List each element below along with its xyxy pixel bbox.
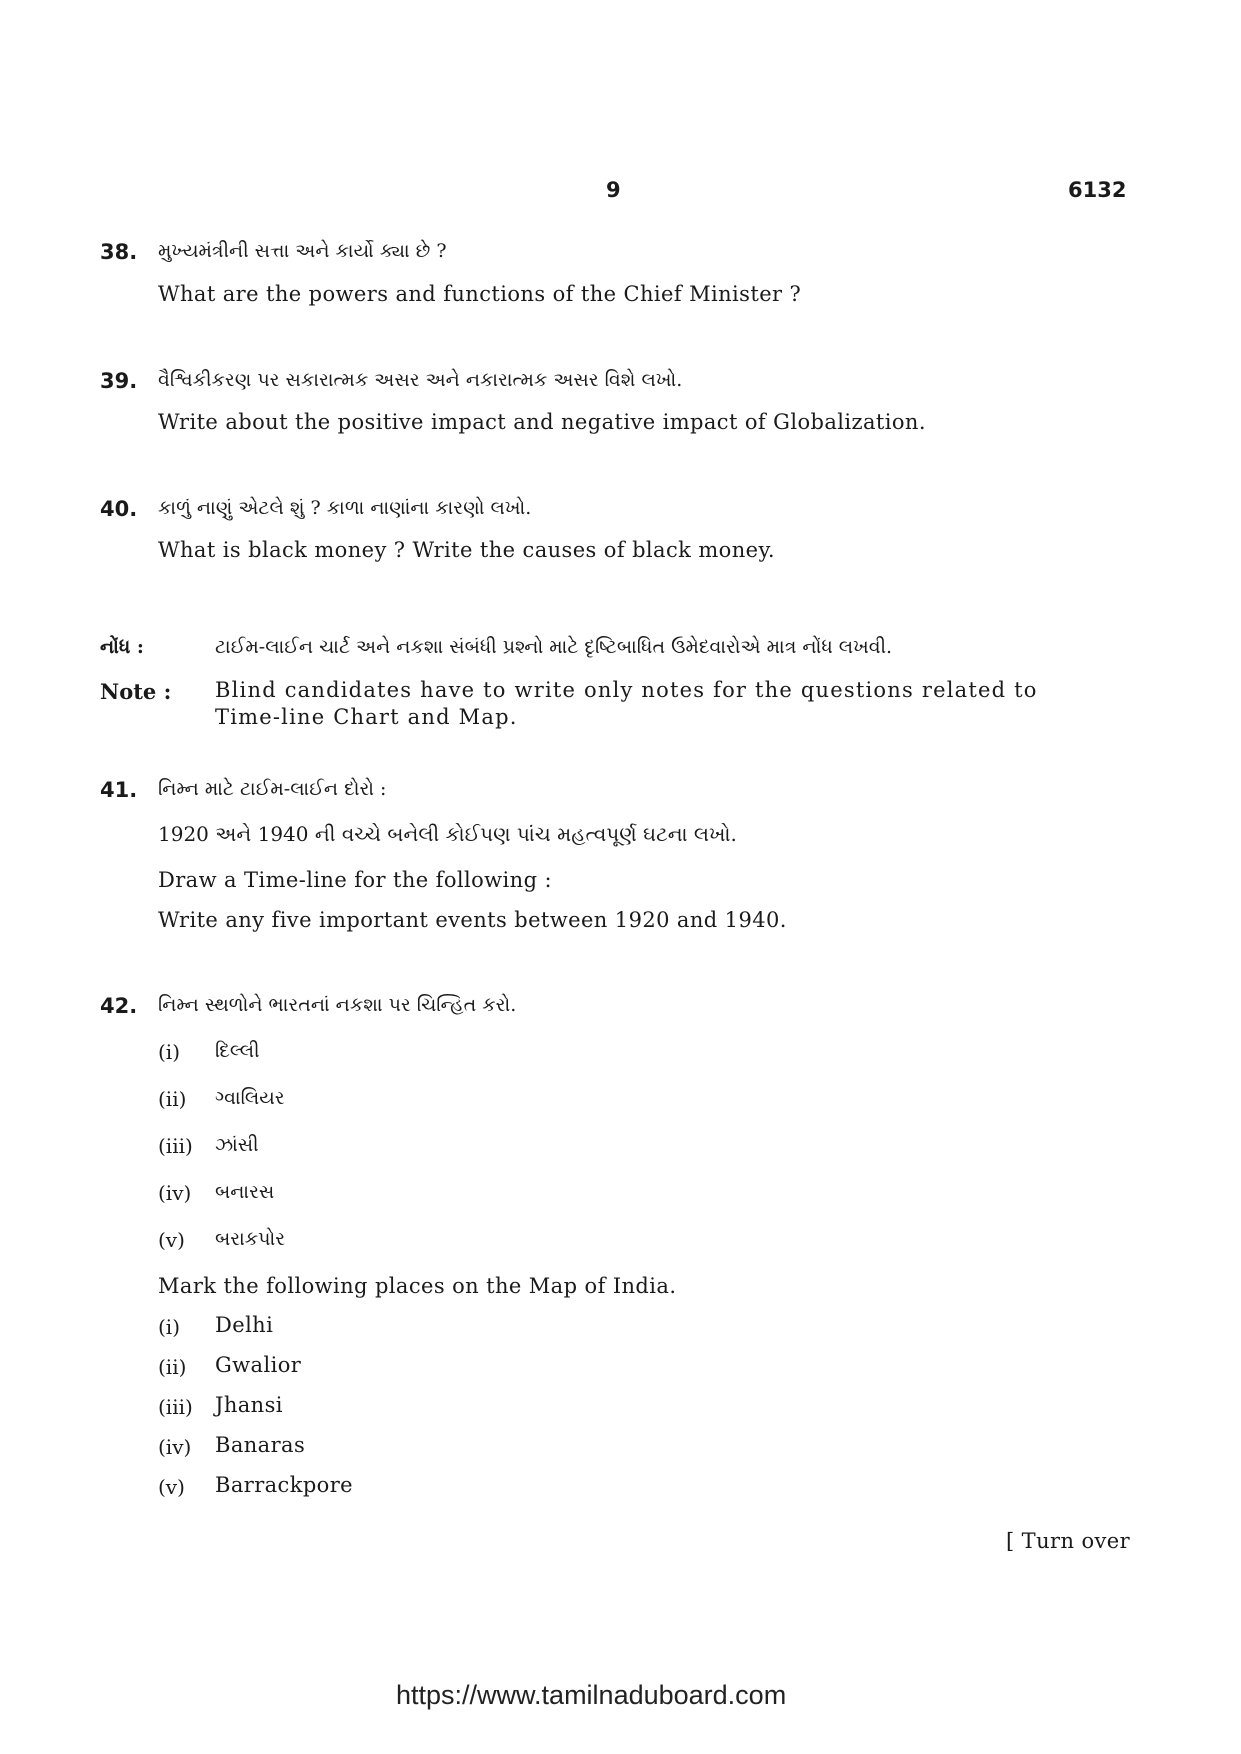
question-42-english-intro: Mark the following places on the Map of India. [158, 1274, 677, 1298]
list-item-gujarati-place: બનારસ [215, 1181, 275, 1203]
question-41-english-line2: Write any five important events between 1920 and 1940. [158, 908, 787, 932]
list-item-english-place: Banaras [215, 1433, 306, 1457]
note-text-english: Blind candidates have to write only notes for the questions related to Time-line Chart and Map. [215, 678, 1038, 729]
list-item-number: (iv) [158, 1435, 192, 1459]
question-42-gujarati-intro: નિમ્ન સ્થળોને ભારતનાં નકશા પર ચિન્હિત કરો. [158, 994, 517, 1016]
question-number-41: 41. [100, 778, 138, 802]
list-item-gujarati-place: ઝાંસી [215, 1134, 259, 1156]
list-item-number: (iii) [158, 1395, 193, 1419]
note-label-gujarati: નોંધ : [100, 636, 144, 658]
question-39-gujarati: વૈશ્વિકીકરણ પર સકારાત્મક અસર અને નકારાત્મક અસર વિશે લખો. [158, 369, 683, 391]
question-41-gujarati-line2: 1920 અને 1940 ની વચ્ચે બનેલી કોઈપણ પાંચ મહત્વપૂર્ણ ઘટના લખો. [158, 822, 737, 846]
list-item-number: (ii) [158, 1087, 187, 1111]
question-41-gujarati-line1: નિમ્ન માટે ટાઈમ-લાઈન દોરો : [158, 778, 387, 800]
question-41-english-line1: Draw a Time-line for the following : [158, 868, 552, 892]
list-item-number: (iv) [158, 1181, 192, 1205]
list-item-number: (v) [158, 1475, 185, 1499]
question-40-gujarati: કાળું નાણું એટલે શું ? કાળા નાણાંના કારણો લખો. [158, 497, 532, 519]
question-38-gujarati: મુખ્યમંત્રીની સત્તા અને કાર્યો ક્યા છે ? [158, 240, 447, 262]
note-text-gujarati: ટાઈમ-લાઈન ચાર્ટ અને નકશા સંબંધી પ્રશ્નો માટે દૃષ્ટિબાધિત ઉમેદવારોએ માત્ર નોંધ લખવી. [215, 636, 893, 658]
list-item-english-place: Gwalior [215, 1353, 302, 1377]
list-item-gujarati-place: દિલ્લી [215, 1040, 260, 1062]
list-item-number: (v) [158, 1228, 185, 1252]
website-url[interactable]: https://www.tamilnaduboard.com [396, 1680, 787, 1710]
list-item-gujarati-place: ગ્વાલિયર [215, 1087, 285, 1109]
note-label-english: Note : [100, 679, 172, 704]
question-39-english: Write about the positive impact and negative impact of Globalization. [158, 410, 926, 434]
list-item-number: (ii) [158, 1355, 187, 1379]
list-item-number: (iii) [158, 1134, 193, 1158]
page-number: 9 [606, 178, 621, 202]
list-item-english-place: Jhansi [215, 1393, 283, 1417]
question-number-39: 39. [100, 369, 138, 393]
list-item-number: (i) [158, 1040, 181, 1064]
paper-code: 6132 [1068, 178, 1127, 202]
turn-over-label: [ Turn over [1006, 1529, 1131, 1553]
list-item-english-place: Barrackpore [215, 1473, 353, 1497]
list-item-number: (i) [158, 1315, 181, 1339]
list-item-english-place: Delhi [215, 1313, 274, 1337]
question-number-38: 38. [100, 240, 138, 264]
list-item-gujarati-place: બરાકપોર [215, 1228, 286, 1250]
question-number-40: 40. [100, 497, 138, 521]
question-40-english: What is black money ? Write the causes of black money. [158, 538, 775, 562]
question-number-42: 42. [100, 994, 138, 1018]
question-38-english: What are the powers and functions of the Chief Minister ? [158, 282, 802, 306]
